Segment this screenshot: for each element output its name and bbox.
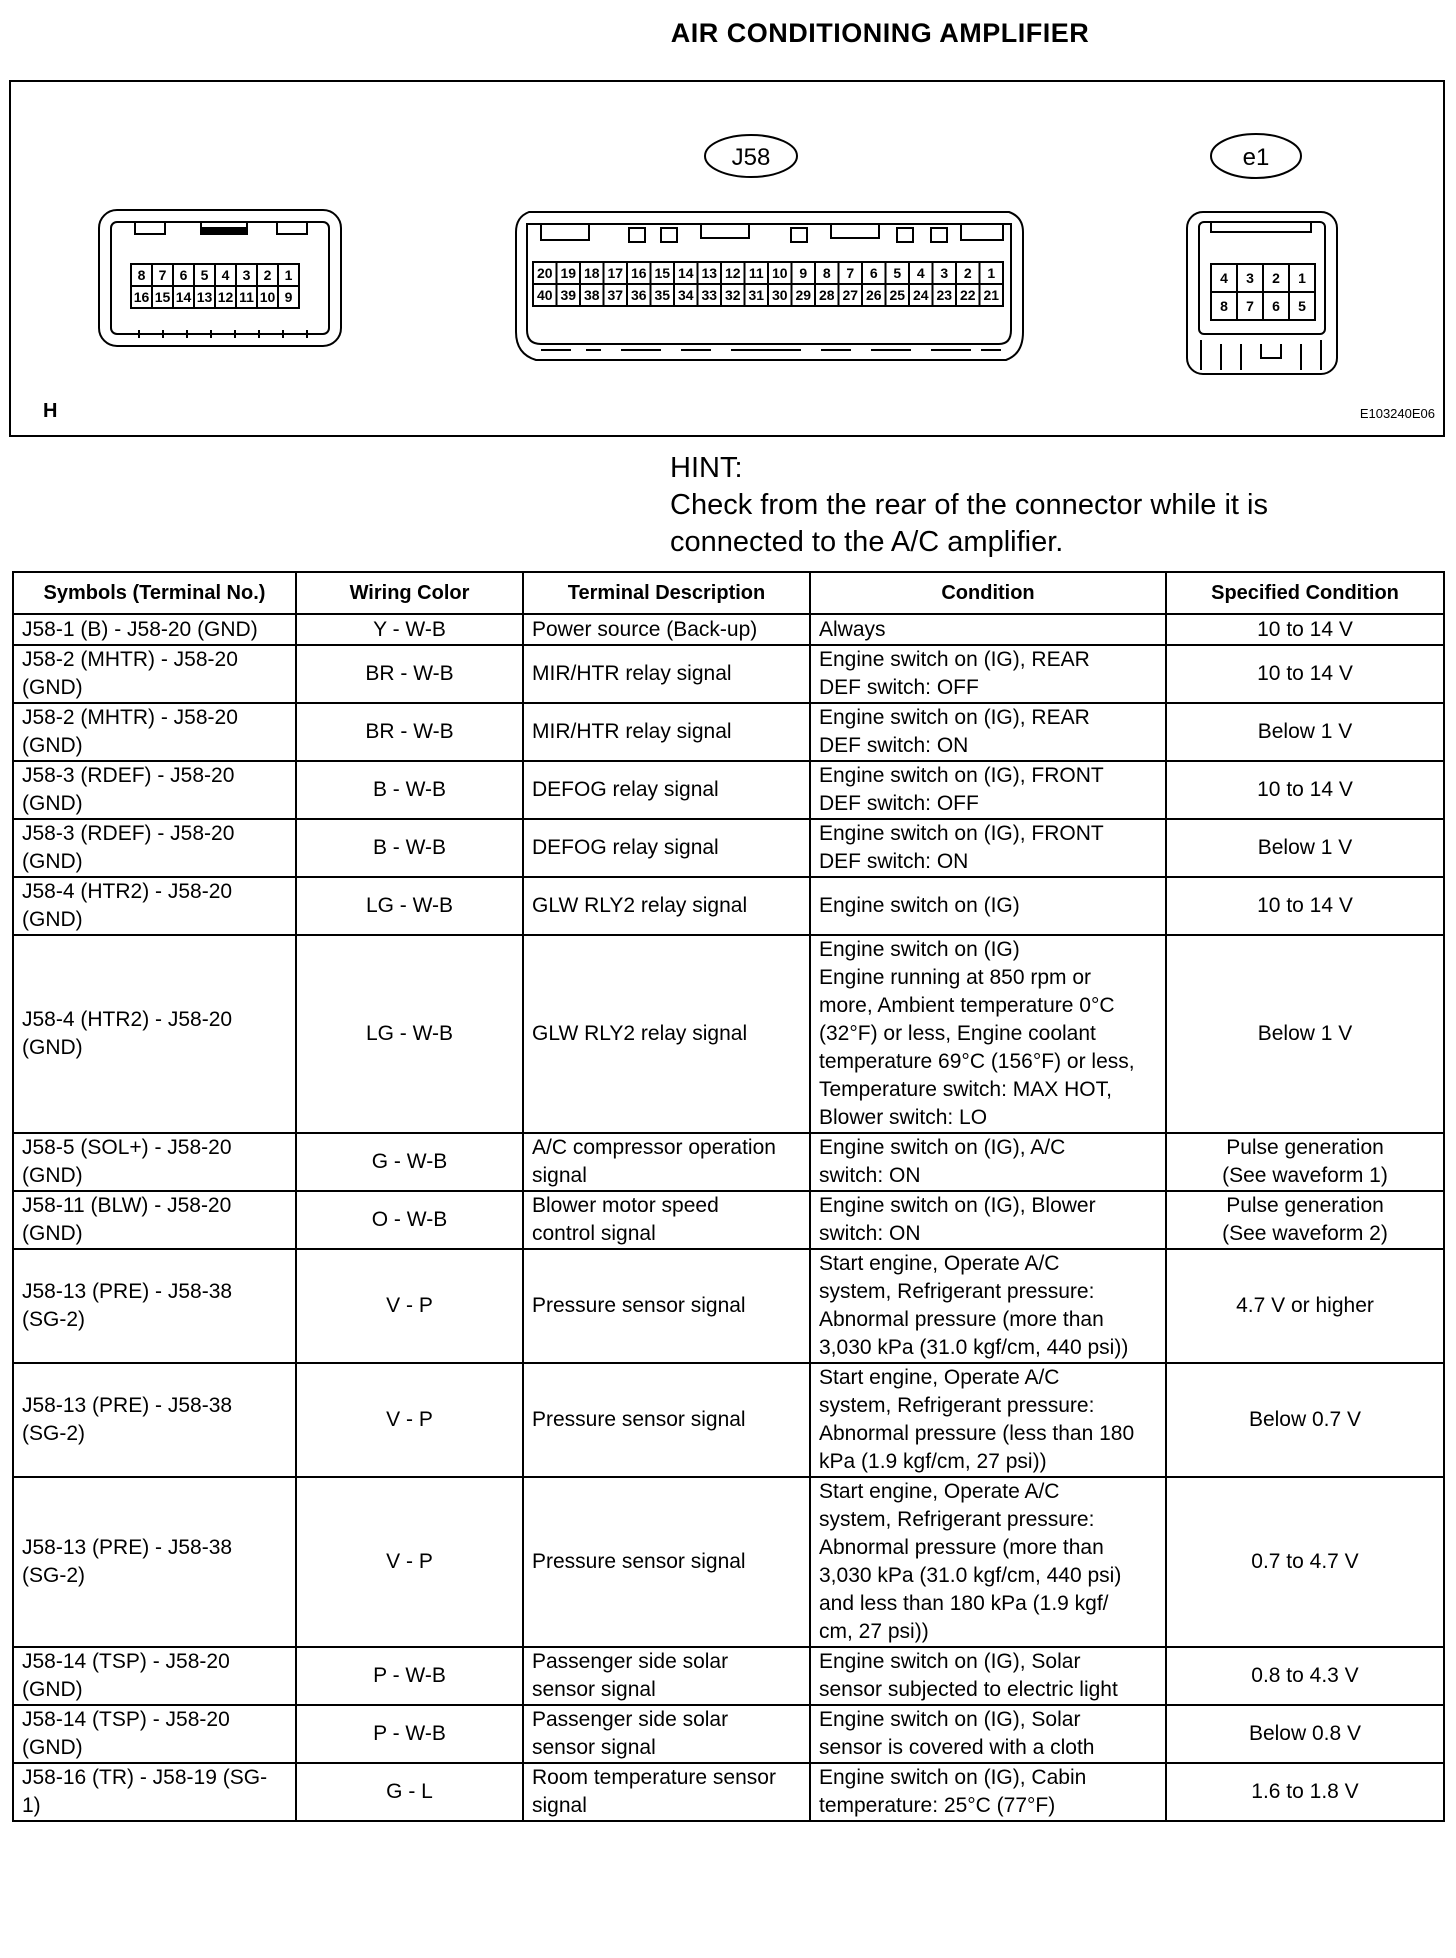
symbols-cell: J58-13 (PRE) - J58-38 (SG-2) [13,1363,296,1477]
j58-pin-label: 35 [654,287,671,303]
left-connector-pin-label: 11 [239,289,254,305]
e1-pin-label: 4 [1220,270,1228,286]
j58-pin-label: 16 [630,265,647,281]
condition-cell: Engine switch on (IG), A/C switch: ON [810,1133,1166,1191]
symbols-cell: J58-4 (HTR2) - J58-20 (GND) [13,935,296,1133]
table-row [13,1363,1444,1477]
j58-pin-label: 27 [842,287,859,303]
j58-pin-label: 1 [987,265,996,281]
left-connector [99,210,341,346]
j58-pin-label: 10 [771,265,788,281]
left-connector-pin-label: 5 [200,267,209,283]
j58-pin-label: 11 [748,265,764,281]
specified-condition-cell: 4.7 V or higher [1166,1249,1444,1363]
description-cell: DEFOG relay signal [523,761,810,819]
condition-cell: Engine switch on (IG), Cabin temperature: 25°C (77°F) [810,1763,1166,1821]
j58-pin-label: 21 [983,287,1000,303]
condition-cell: Engine switch on (IG), Blower switch: ON [810,1191,1166,1249]
table-row [13,761,1444,819]
condition-cell: Start engine, Operate A/C system, Refrigerant pressure: Abnormal pressure (less than 180 kPa (1.9 kgf/cm, 27 psi)) [810,1363,1166,1477]
description-cell: DEFOG relay signal [523,819,810,877]
condition-cell: Engine switch on (IG), Solar sensor subjected to electric light [810,1647,1166,1705]
connector-figure [9,80,1445,437]
j58-pin-label: 25 [889,287,906,303]
specified-condition-cell: 10 to 14 V [1166,614,1444,645]
specified-condition-cell: 10 to 14 V [1166,877,1444,935]
specified-condition-cell: 0.8 to 4.3 V [1166,1647,1444,1705]
j58-pin-label: 17 [607,265,624,281]
j58-pin-label: 19 [560,265,577,281]
condition-cell: Engine switch on (IG) Engine running at 850 rpm or more, Ambient temperature 0°C (32°F) or less, Engine coolant temperature 69°C (156°F) or less, Temperature switch: MAX HOT, Blower switch: LO [810,935,1166,1133]
symbols-cell: J58-3 (RDEF) - J58-20 (GND) [13,819,296,877]
j58-pin-label: 3 [940,265,949,281]
table-row [13,1705,1444,1763]
j58-pin-label: 5 [893,265,902,281]
table-row [13,1763,1444,1821]
specified-condition-cell: Below 0.7 V [1166,1363,1444,1477]
j58-pin-label: 30 [771,287,788,303]
description-cell: Passenger side solar sensor signal [523,1705,810,1763]
wiring-color-cell: V - P [296,1363,523,1477]
description-cell: A/C compressor operation signal [523,1133,810,1191]
description-cell: Room temperature sensor signal [523,1763,810,1821]
left-connector-pin-label: 9 [284,289,293,305]
j58-pin-label: 28 [818,287,835,303]
e1-pin-label: 5 [1298,298,1306,314]
j58-pin-label: 33 [701,287,718,303]
j58-pin-label: 26 [865,287,882,303]
terminal-spec-table [12,571,1445,1822]
description-cell: MIR/HTR relay signal [523,703,810,761]
j58-pin-label: 23 [936,287,953,303]
hint-block [670,450,1268,561]
specified-condition-cell: Below 1 V [1166,935,1444,1133]
condition-cell: Engine switch on (IG), REAR DEF switch: ON [810,703,1166,761]
specified-condition-cell: Below 1 V [1166,819,1444,877]
left-connector-pin-label: 7 [158,267,167,283]
header-wiring-color: Wiring Color [296,572,523,614]
table-row [13,703,1444,761]
left-connector-pin-label: 3 [242,267,251,283]
left-connector-pin-label: 12 [217,289,234,305]
j58-pin-label: 12 [724,265,741,281]
hint-line-1: Check from the rear of the connector while it is [670,489,1268,521]
j58-pin-label: 6 [869,265,878,281]
j58-pin-label: 22 [959,287,976,303]
table-row [13,1477,1444,1647]
description-cell: GLW RLY2 relay signal [523,877,810,935]
j58-pin-label: 9 [799,265,808,281]
specified-condition-cell: Below 0.8 V [1166,1705,1444,1763]
left-connector-pin-label: 15 [154,289,171,305]
symbols-cell: J58-13 (PRE) - J58-38 (SG-2) [13,1477,296,1647]
description-cell: Pressure sensor signal [523,1363,810,1477]
symbols-cell: J58-14 (TSP) - J58-20 (GND) [13,1647,296,1705]
j58-pin-label: 37 [607,287,624,303]
hint-heading: HINT: [670,452,743,484]
table-row [13,877,1444,935]
j58-pin-label: 32 [724,287,741,303]
specified-condition-cell: 0.7 to 4.7 V [1166,1477,1444,1647]
left-connector-pin-label: 4 [221,267,230,283]
j58-pin-label: 24 [912,287,929,303]
specified-condition-cell: Pulse generation (See waveform 2) [1166,1191,1444,1249]
table-row [13,614,1444,645]
condition-cell: Engine switch on (IG), FRONT DEF switch: OFF [810,761,1166,819]
symbols-cell: J58-4 (HTR2) - J58-20 (GND) [13,877,296,935]
j58-pin-label: 20 [536,265,553,281]
j58-pin-label: 40 [536,287,553,303]
left-connector-pin-label: 10 [259,289,276,305]
figure-code: E103240E06 [1359,406,1435,421]
wiring-color-cell: Y - W-B [296,614,523,645]
wiring-color-cell: BR - W-B [296,645,523,703]
page-title: AIR CONDITIONING AMPLIFIER [670,18,1090,48]
j58-pin-label: 15 [654,265,671,281]
table-row [13,1133,1444,1191]
table-row [13,819,1444,877]
e1-pin-label: 3 [1246,270,1254,286]
wiring-color-cell: V - P [296,1249,523,1363]
condition-cell: Always [810,614,1166,645]
condition-cell: Engine switch on (IG), FRONT DEF switch: ON [810,819,1166,877]
e1-pin-label: 6 [1272,298,1280,314]
symbols-cell: J58-14 (TSP) - J58-20 (GND) [13,1705,296,1763]
description-cell: Blower motor speed control signal [523,1191,810,1249]
symbols-cell: J58-13 (PRE) - J58-38 (SG-2) [13,1249,296,1363]
header-condition: Condition [810,572,1166,614]
left-connector-pin-label: 1 [284,267,293,283]
table-row [13,935,1444,1133]
symbols-cell: J58-2 (MHTR) - J58-20 (GND) [13,703,296,761]
j58-pin-label: 18 [583,265,600,281]
symbols-cell: J58-16 (TR) - J58-19 (SG- 1) [13,1763,296,1821]
left-connector-pin-label: 13 [196,289,213,305]
description-cell: MIR/HTR relay signal [523,645,810,703]
wiring-color-cell: O - W-B [296,1191,523,1249]
left-connector-pin-label: 8 [137,267,146,283]
left-connector-pin-label: 2 [263,267,272,283]
specified-condition-cell: Pulse generation (See waveform 1) [1166,1133,1444,1191]
j58-pin-label: 36 [630,287,647,303]
symbols-cell: J58-2 (MHTR) - J58-20 (GND) [13,645,296,703]
symbols-cell: J58-11 (BLW) - J58-20 (GND) [13,1191,296,1249]
j58-pin-label: 29 [795,287,812,303]
table-row [13,1647,1444,1705]
wiring-color-cell: LG - W-B [296,935,523,1133]
wiring-color-cell: B - W-B [296,819,523,877]
wiring-color-cell: LG - W-B [296,877,523,935]
specified-condition-cell: 10 to 14 V [1166,761,1444,819]
wiring-color-cell: B - W-B [296,761,523,819]
condition-cell: Start engine, Operate A/C system, Refrigerant pressure: Abnormal pressure (more than 3,030 kPa (31.0 kgf/cm, 440 psi) and less than 180 kPa (1.9 kgf/ cm, 27 psi)) [810,1477,1166,1647]
table-row [13,1191,1444,1249]
wiring-color-cell: G - W-B [296,1133,523,1191]
condition-cell: Engine switch on (IG), REAR DEF switch: OFF [810,645,1166,703]
left-connector-pin-label: 14 [175,289,192,305]
wiring-color-cell: P - W-B [296,1647,523,1705]
description-cell: Passenger side solar sensor signal [523,1647,810,1705]
specified-condition-cell: 1.6 to 1.8 V [1166,1763,1444,1821]
condition-cell: Start engine, Operate A/C system, Refrigerant pressure: Abnormal pressure (more than 3,030 kPa (31.0 kgf/cm, 440 psi)) [810,1249,1166,1363]
condition-cell: Engine switch on (IG), Solar sensor is covered with a cloth [810,1705,1166,1763]
j58-pin-label: 13 [701,265,718,281]
e1-pin-label: 1 [1298,270,1306,286]
description-cell: Pressure sensor signal [523,1477,810,1647]
j58-pin-label: 34 [677,287,694,303]
wiring-color-cell: G - L [296,1763,523,1821]
specified-condition-cell: Below 1 V [1166,703,1444,761]
connector-diagram [11,82,1443,435]
j58-pin-label: 14 [677,265,694,281]
table-row [13,645,1444,703]
left-connector-pin-label: 16 [133,289,150,305]
j58-pin-label: 38 [583,287,600,303]
symbols-cell: J58-3 (RDEF) - J58-20 (GND) [13,761,296,819]
wiring-color-cell: P - W-B [296,1705,523,1763]
table-header-row [13,572,1444,614]
j58-pin-label: 39 [560,287,577,303]
hint-line-2: connected to the A/C amplifier. [670,526,1064,558]
description-cell: GLW RLY2 relay signal [523,935,810,1133]
e1-label: e1 [1242,144,1270,171]
condition-cell: Engine switch on (IG) [810,877,1166,935]
left-connector-pin-label: 6 [179,267,188,283]
j58-pin-label: 4 [916,265,925,281]
e1-pin-label: 2 [1272,270,1280,286]
figure-letter: H [43,400,58,422]
description-cell: Pressure sensor signal [523,1249,810,1363]
wiring-color-cell: BR - W-B [296,703,523,761]
j58-pin-label: 31 [748,287,765,303]
symbols-cell: J58-1 (B) - J58-20 (GND) [13,614,296,645]
table-row [13,1249,1444,1363]
j58-pin-label: 8 [822,265,831,281]
j58-label: J58 [731,144,771,171]
e1-pin-label: 8 [1220,298,1228,314]
specified-condition-cell: 10 to 14 V [1166,645,1444,703]
wiring-color-cell: V - P [296,1477,523,1647]
description-cell: Power source (Back-up) [523,614,810,645]
symbols-cell: J58-5 (SOL+) - J58-20 (GND) [13,1133,296,1191]
header-symbols: Symbols (Terminal No.) [13,572,296,614]
header-terminal-description: Terminal Description [523,572,810,614]
header-specified-condition: Specified Condition [1166,572,1444,614]
table-body [13,614,1444,1821]
e1-pin-label: 7 [1246,298,1254,314]
j58-pin-label: 7 [846,265,855,281]
j58-pin-label: 2 [963,265,972,281]
